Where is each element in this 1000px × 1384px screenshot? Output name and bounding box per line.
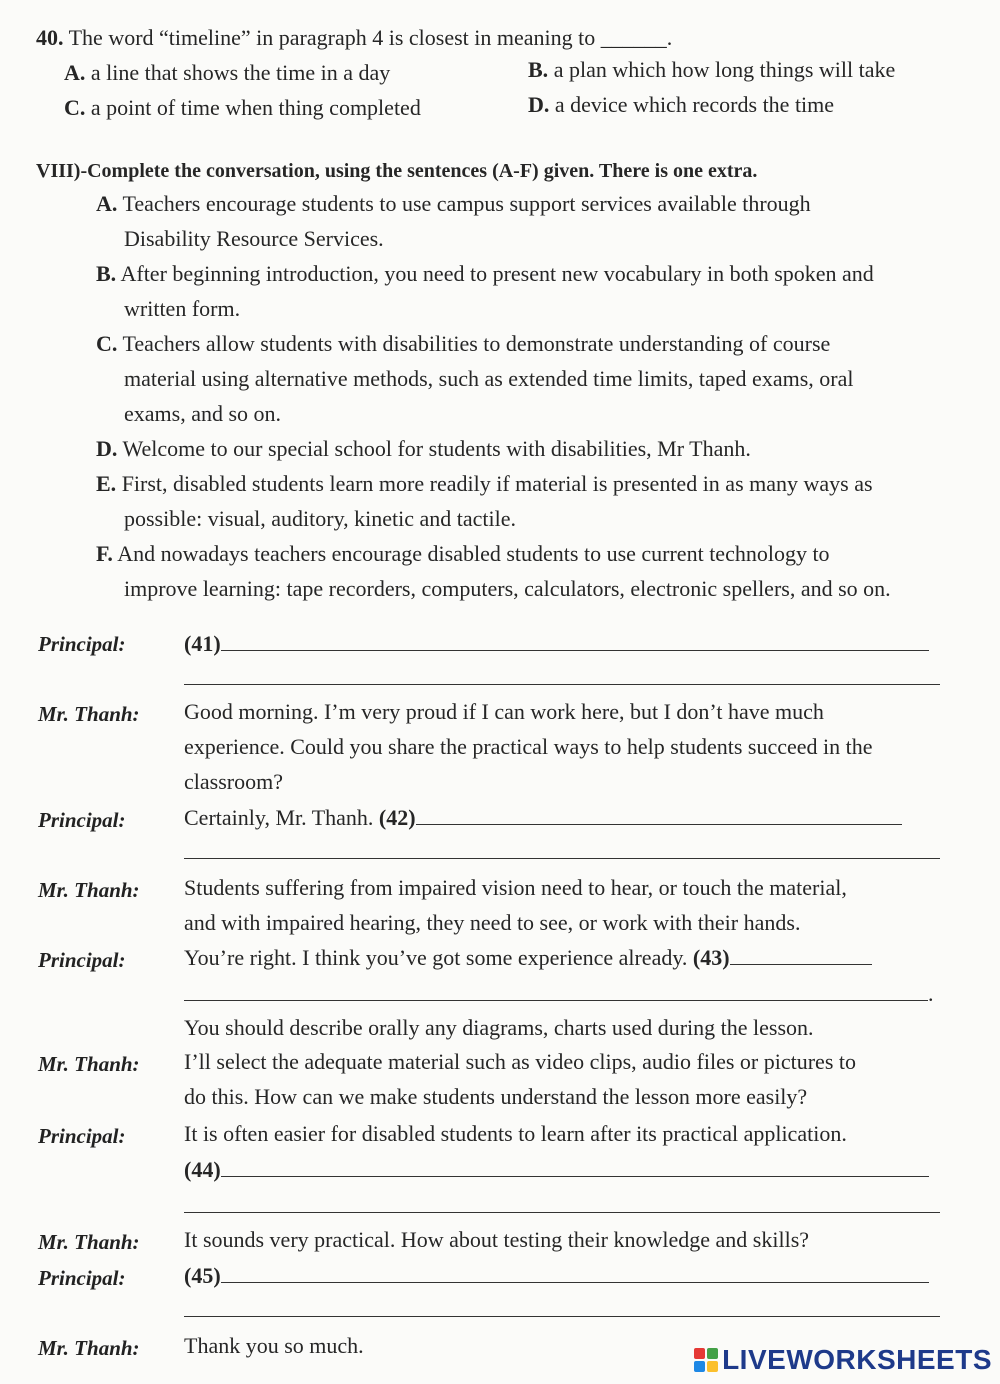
liveworksheets-logo-icon [694, 1348, 718, 1372]
q40-option-b[interactable] [528, 56, 895, 84]
logo-square-yellow [707, 1361, 718, 1372]
sentence-e-line1 [96, 470, 873, 498]
sentence-b-label: B. [96, 261, 117, 286]
principal-turn3-after: You should describe orally any diagrams, charts used during the lesson. [184, 1015, 814, 1040]
answer-line-43b[interactable] [184, 980, 928, 1001]
q40-option-b-label: B. [528, 57, 549, 82]
q40-question [36, 24, 672, 52]
sentence-a-label: A. [96, 191, 118, 216]
answer-line-45b[interactable] [184, 1316, 940, 1317]
answer-line-44b[interactable] [184, 1212, 940, 1213]
sentence-d-text1: Welcome to our special school for students with disabilities, Mr Thanh. [122, 436, 751, 461]
q40-option-d-text: a device which records the time [554, 92, 835, 117]
sentence-b-line1 [96, 260, 874, 288]
sentence-e-line2: possible: visual, auditory, kinetic and tactile. [124, 506, 517, 531]
sentence-a-line2: Disability Resource Services. [124, 226, 384, 251]
q40-option-a-label: A. [64, 60, 86, 85]
thanh-turn5-text: Thank you so much. [184, 1333, 364, 1358]
liveworksheets-brand: LIVEWORKSHEETS [722, 1344, 992, 1375]
sentence-e-text1: First, disabled students learn more readily if material is presented in as many ways as [121, 471, 873, 496]
answer-blank-43[interactable] [730, 944, 872, 965]
sentence-f-line1 [96, 540, 830, 568]
q40-option-d-label: D. [528, 92, 550, 117]
liveworksheets-footer[interactable] [694, 1342, 992, 1378]
q40-option-d[interactable] [528, 91, 834, 119]
answer-blank-41[interactable] [221, 630, 929, 651]
sentence-b-line2: written form. [124, 296, 241, 321]
q40-option-c-text: a point of time when thing completed [90, 95, 421, 120]
blank-number-42: (42) [378, 805, 416, 830]
turn-43-period: . [928, 981, 934, 1006]
logo-square-blue [694, 1361, 705, 1372]
speaker-principal: Principal: [38, 632, 126, 656]
principal-turn4-text: It is often easier for disabled students to learn after its practical application. [184, 1121, 847, 1146]
q40-option-a[interactable] [64, 59, 390, 87]
sentence-a-line1 [96, 190, 811, 218]
sentence-c-label: C. [96, 331, 118, 356]
sentence-f-text1: And nowadays teachers encourage disabled students to use current technology to [117, 541, 830, 566]
principal-turn3-text: You’re right. I think you’ve got some experience already. [184, 945, 688, 970]
section8-heading: VIII)-Complete the conversation, using the sentences (A-F) given. There is one extra. [36, 160, 758, 182]
speaker-mr-thanh: Mr. Thanh: [38, 1052, 140, 1076]
logo-square-green [707, 1348, 718, 1359]
speaker-principal: Principal: [38, 1266, 126, 1290]
answer-blank-42[interactable] [416, 804, 902, 825]
thanh-turn1-line3: classroom? [184, 769, 283, 794]
turn-43 [184, 944, 872, 972]
q40-option-c-label: C. [64, 95, 86, 120]
speaker-mr-thanh: Mr. Thanh: [38, 878, 140, 902]
answer-line-41b[interactable] [184, 684, 940, 685]
sentence-c-line3: exams, and so on. [124, 401, 282, 426]
sentence-c-line2: material using alternative methods, such as extended time limits, taped exams, oral [124, 366, 854, 391]
q40-option-a-text: a line that shows the time in a day [90, 60, 391, 85]
thanh-turn1-line1: Good morning. I’m very proud if I can work here, but I don’t have much [184, 699, 824, 724]
thanh-turn4-text: It sounds very practical. How about testing their knowledge and skills? [184, 1227, 810, 1252]
q40-option-b-text: a plan which how long things will take [553, 57, 896, 82]
turn-41 [184, 630, 929, 658]
q40-number: 40. [36, 25, 64, 50]
principal-turn2-text: Certainly, Mr. Thanh. [184, 805, 374, 830]
thanh-turn2-line1: Students suffering from impaired vision need to hear, or touch the material, [184, 875, 847, 900]
sentence-b-text1: After beginning introduction, you need to present new vocabulary in both spoken and [120, 261, 874, 286]
sentence-d-label: D. [96, 436, 118, 461]
thanh-turn3-line2: do this. How can we make students understand the lesson more easily? [184, 1084, 808, 1109]
thanh-turn1-line2: experience. Could you share the practical ways to help students succeed in the [184, 734, 873, 759]
blank-number-45: (45) [184, 1263, 221, 1288]
speaker-mr-thanh: Mr. Thanh: [38, 1230, 140, 1254]
thanh-turn3-line1: I’ll select the adequate material such as video clips, audio files or pictures to [184, 1049, 856, 1074]
sentence-e-label: E. [96, 471, 117, 496]
turn-43-line2 [184, 980, 934, 1008]
logo-square-red [694, 1348, 705, 1359]
sentence-c-line1 [96, 330, 830, 358]
sentence-a-text1: Teachers encourage students to use campus support services available through [122, 191, 811, 216]
blank-number-41: (41) [184, 631, 221, 656]
speaker-principal: Principal: [38, 948, 126, 972]
answer-line-42b[interactable] [184, 858, 940, 859]
speaker-mr-thanh: Mr. Thanh: [38, 1336, 140, 1360]
blank-number-43: (43) [692, 945, 730, 970]
sentence-d-line1 [96, 435, 751, 463]
turn-44 [184, 1156, 929, 1184]
turn-42 [184, 804, 902, 832]
turn-45 [184, 1262, 929, 1290]
sentence-c-text1: Teachers allow students with disabilities to demonstrate understanding of course [122, 331, 831, 356]
answer-blank-44[interactable] [221, 1156, 929, 1177]
blank-number-44: (44) [184, 1157, 221, 1182]
thanh-turn2-line2: and with impaired hearing, they need to see, or work with their hands. [184, 910, 801, 935]
speaker-mr-thanh: Mr. Thanh: [38, 702, 140, 726]
sentence-f-label: F. [96, 541, 113, 566]
q40-option-c[interactable] [64, 94, 421, 122]
speaker-principal: Principal: [38, 808, 126, 832]
q40-question-text: The word “timeline” in paragraph 4 is closest in meaning to ______. [68, 25, 673, 50]
sentence-f-line2: improve learning: tape recorders, computers, calculators, electronic spellers, and so on. [124, 576, 891, 601]
speaker-principal: Principal: [38, 1124, 126, 1148]
answer-blank-45[interactable] [221, 1262, 929, 1283]
